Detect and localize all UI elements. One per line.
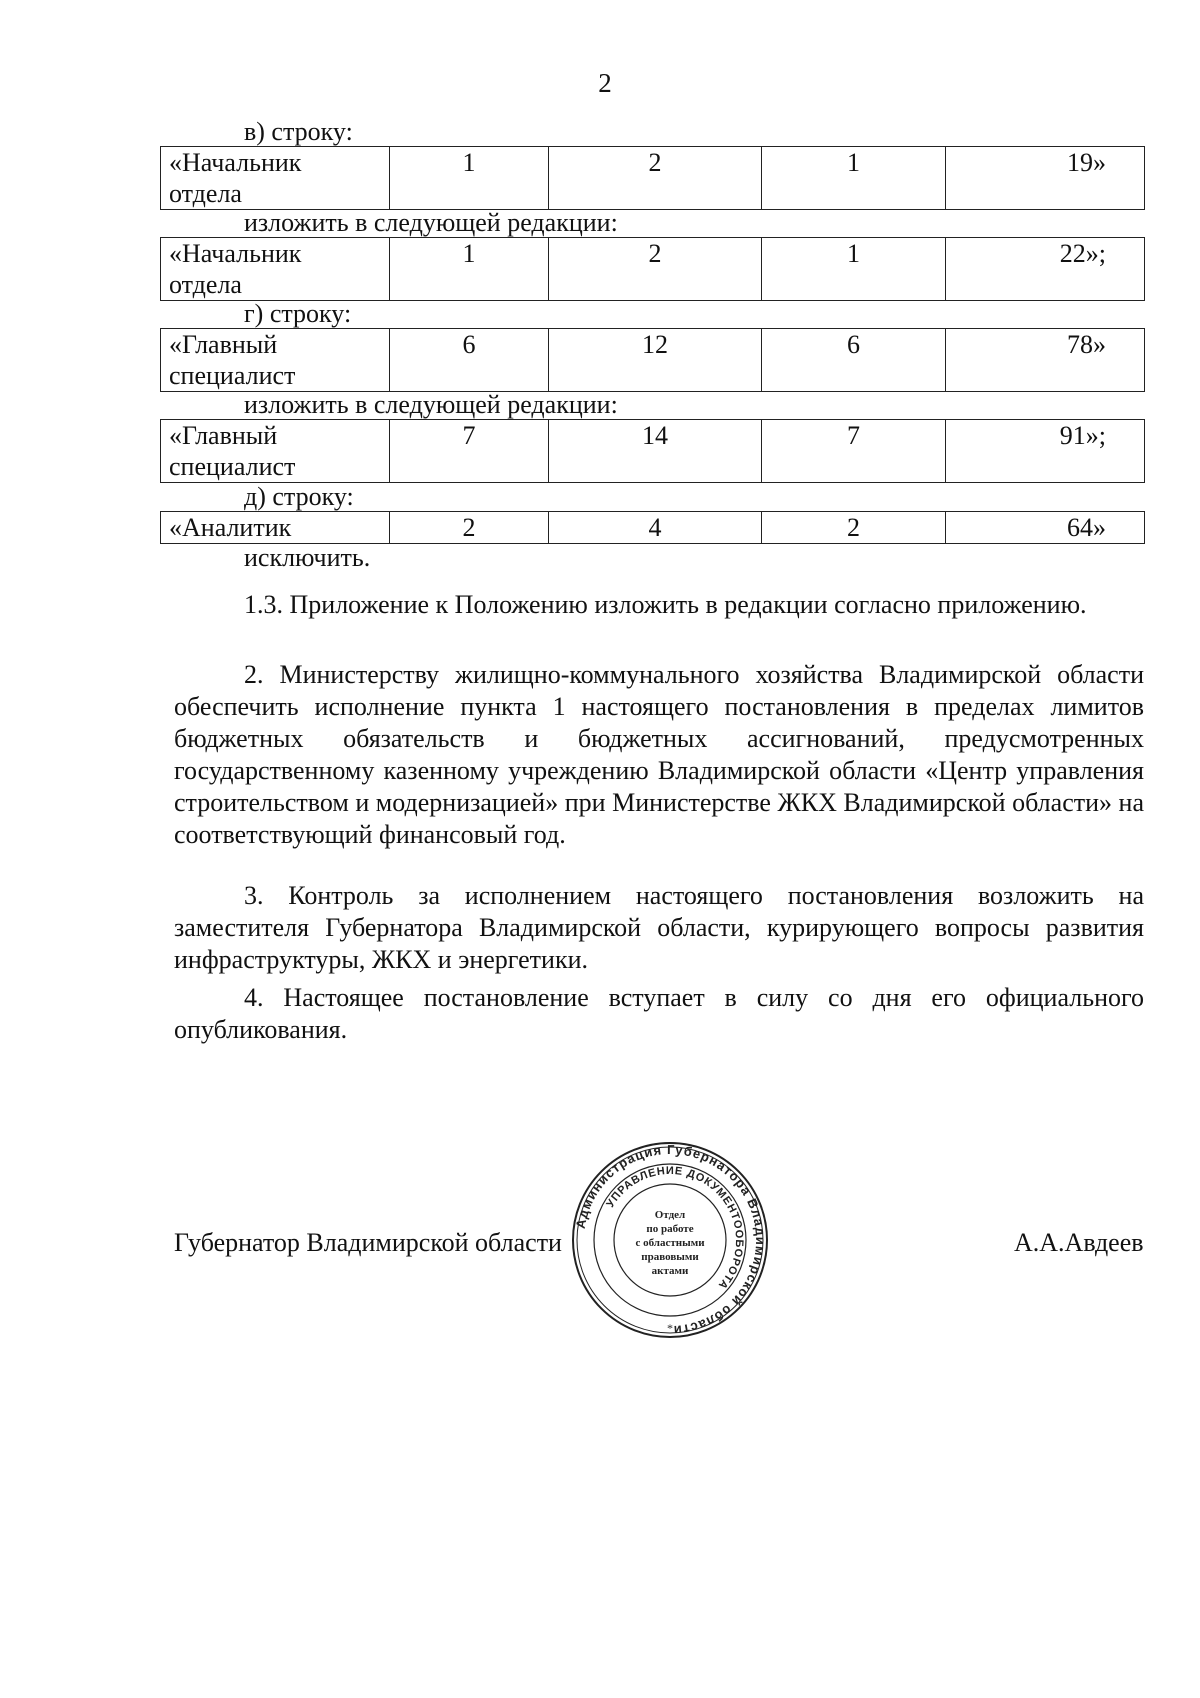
value-cell: 19» <box>946 147 1145 210</box>
section-label-v: в) строку: <box>244 117 353 146</box>
paragraph-2: 2. Министерству жилищно-коммунального хозяйства Владимирской области обеспечить исполнение пункта 1 настоящего постановления в пределах лимитов бюджетных обязательств и бюджетных ассигнований, предусмотренных государственному казенному учреждению Владимирской области «Центр управления строительством и модернизацией» при Министерстве ЖКХ Владимирской области» на соответствующий финансовый год. <box>174 660 1144 849</box>
paragraph-4: 4. Настоящее постановление вступает в силу со дня его официального опубликования. <box>174 983 1144 1044</box>
value-cell: 2 <box>390 512 549 544</box>
position-name-cell: «Главный специалист <box>161 420 390 483</box>
value-cell: 4 <box>549 512 762 544</box>
section-label-g: г) строку: <box>244 299 352 328</box>
table-row-1 <box>160 146 1145 210</box>
position-name-cell: «Начальник отдела <box>161 238 390 301</box>
stamp-star-icon: * <box>667 1321 673 1335</box>
value-cell: 1 <box>762 238 946 301</box>
paragraph-1-3: 1.3. Приложение к Положению изложить в редакции согласно приложению. <box>244 590 1087 619</box>
page-number: 2 <box>598 68 612 98</box>
edit-label-1: изложить в следующей редакции: <box>244 208 618 237</box>
value-cell: 7 <box>762 420 946 483</box>
value-cell: 2 <box>549 238 762 301</box>
table-row-4 <box>160 419 1145 483</box>
section-label-d: д) строку: <box>244 482 354 511</box>
signature-name: А.А.Авдеев <box>1014 1228 1144 1257</box>
value-cell: 64» <box>946 512 1145 544</box>
stamp-center-line: актами <box>651 1265 689 1277</box>
value-cell: 91»; <box>946 420 1145 483</box>
table-row-5 <box>160 511 1145 544</box>
stamp-center-line: с областными <box>635 1237 705 1249</box>
position-name-cell: «Аналитик <box>161 512 390 544</box>
value-cell: 6 <box>762 329 946 392</box>
value-cell: 6 <box>390 329 549 392</box>
stamp-center-line: Отдел <box>654 1209 686 1221</box>
position-name-cell: «Главный специалист <box>161 329 390 392</box>
value-cell: 12 <box>549 329 762 392</box>
exclude-label: исключить. <box>244 543 371 572</box>
stamp-center-line: правовыми <box>641 1251 699 1263</box>
stamp-outer-text: Администрация Губернатора Владимирской области <box>572 1141 769 1339</box>
value-cell: 14 <box>549 420 762 483</box>
paragraph-3: 3. Контроль за исполнением настоящего постановления возложить на заместителя Губернатора Владимирской области, курирующего вопросы развития инфраструктуры, ЖКХ и энергетики. <box>174 881 1144 974</box>
value-cell: 78» <box>946 329 1145 392</box>
signature-position: Губернатор Владимирской области <box>174 1228 562 1257</box>
value-cell: 1 <box>390 238 549 301</box>
position-name-cell: «Начальник отдела <box>161 147 390 210</box>
stamp-center-line: по работе <box>646 1223 694 1235</box>
stamp-seal <box>570 1140 770 1340</box>
edit-label-2: изложить в следующей редакции: <box>244 390 618 419</box>
value-cell: 1 <box>390 147 549 210</box>
official-stamp <box>570 1140 770 1345</box>
table-row-2 <box>160 237 1145 301</box>
value-cell: 2 <box>762 512 946 544</box>
value-cell: 1 <box>762 147 946 210</box>
table-row-3 <box>160 328 1145 392</box>
value-cell: 2 <box>549 147 762 210</box>
value-cell: 22»; <box>946 238 1145 301</box>
value-cell: 7 <box>390 420 549 483</box>
stamp-inner-text: УПРАВЛЕНИЕ ДОКУМЕНТООБОРОТА <box>604 1164 746 1292</box>
